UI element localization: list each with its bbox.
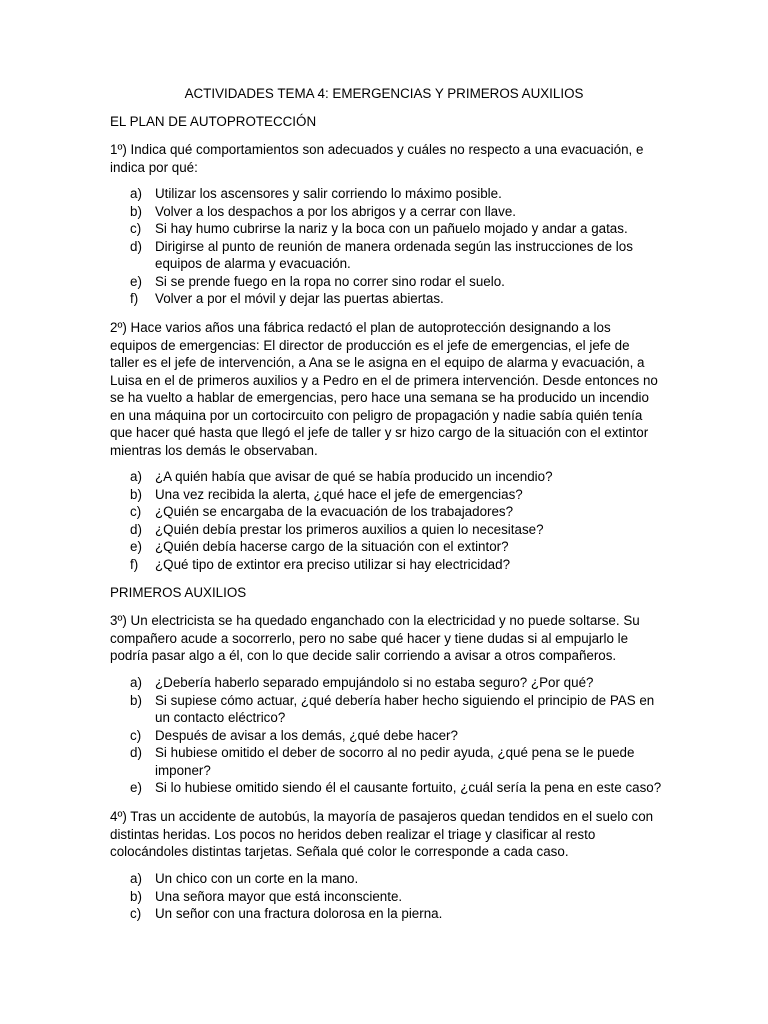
item-text: ¿Quién debía hacerse cargo de la situación con el extintor?: [155, 539, 509, 554]
section-heading-autoproteccion: EL PLAN DE AUTOPROTECCIÓN: [110, 114, 317, 129]
list-item: [130, 290, 670, 308]
item-marker: f): [130, 556, 139, 572]
item-marker: d): [130, 521, 142, 537]
item-marker: a): [130, 675, 142, 690]
item-text: ¿Quién se encargaba de la evacuación de los trabajadores?: [155, 504, 514, 519]
question-2-list: [130, 468, 670, 573]
item-text: Volver a por el móvil y dejar las puertas abiertas.: [155, 291, 444, 306]
item-marker: e): [130, 780, 142, 795]
item-text: Un chico con un corte en la mano.: [155, 871, 359, 886]
list-item: [130, 503, 670, 521]
question-4-list: [130, 870, 670, 923]
list-item: [130, 674, 670, 692]
item-marker: c): [130, 504, 142, 519]
question-3-list: [130, 674, 670, 797]
list-item: [130, 744, 670, 779]
item-text: Una vez recibida la alerta, ¿qué hace el jefe de emergencias?: [155, 486, 523, 502]
list-item: [130, 556, 670, 574]
list-item: [130, 203, 670, 221]
item-text: Un señor con una fractura dolorosa en la pierna.: [155, 906, 443, 921]
item-marker: f): [130, 291, 139, 306]
item-marker: c): [130, 727, 142, 743]
item-marker: b): [130, 692, 142, 708]
list-item: [130, 779, 670, 797]
item-text: Una señora mayor que está inconsciente.: [155, 888, 403, 904]
item-marker: a): [130, 871, 142, 886]
item-marker: e): [130, 273, 142, 289]
list-item: [130, 220, 670, 238]
item-text: Si supiese cómo actuar, ¿qué debería haber hecho siguiendo el principio de PAS en un contacto eléctrico?: [155, 692, 655, 725]
item-text: Si lo hubiese omitido siendo él el causante fortuito, ¿cuál sería la pena en este caso?: [155, 780, 662, 795]
item-text: Si hubiese omitido el deber de socorro al no pedir ayuda, ¿qué pena se le puede imponer?: [155, 745, 635, 778]
item-marker: c): [130, 906, 142, 921]
list-item: [130, 727, 670, 745]
item-text: Utilizar los ascensores y salir corriendo lo máximo posible.: [155, 186, 502, 201]
list-item: [130, 905, 670, 923]
item-marker: b): [130, 203, 142, 219]
item-text: ¿A quién había que avisar de qué se había producido un incendio?: [155, 469, 553, 484]
item-text: ¿Qué tipo de extintor era preciso utilizar si hay electricidad?: [155, 556, 511, 572]
list-item: [130, 468, 670, 486]
item-marker: d): [130, 745, 142, 760]
question-2-text: 2º) Hace varios años una fábrica redactó el plan de autoprotección designando a los equipos de emergencias: El director de producción es el jefe de emergencias, el jefe de taller es el jefe de intervención, a Ana se le asigna en el equipo de alarma y evacuación, a Luisa en el de primeros auxilios y a Pedro en el de primera intervención. Desde entonces no se ha vuelto a hablar de emergencias, pero hace una semana se ha producido un incendio en una máquina por un cortocircuito con peligro de propagación y nadie sabía quién tenía que hacer qué hasta que llegó el jefe de taller y sr hizo cargo de la situación con el extintor mientras los demás le observaban.: [110, 320, 658, 458]
question-1-text: 1º) Indica qué comportamientos son adecuados y cuáles no respecto a una evacuación, e indica por qué:: [110, 142, 644, 175]
document-title: ACTIVIDADES TEMA 4: EMERGENCIAS Y PRIMEROS AUXILIOS: [184, 86, 584, 101]
item-marker: a): [130, 469, 142, 484]
list-item: [130, 486, 670, 504]
list-item: [130, 692, 670, 727]
list-item: [130, 870, 670, 888]
item-text: Volver a los despachos a por los abrigos y a cerrar con llave.: [155, 203, 516, 219]
item-marker: a): [130, 186, 142, 201]
item-marker: b): [130, 486, 142, 502]
item-text: ¿Debería haberlo separado empujándolo si no estaba seguro? ¿Por qué?: [155, 675, 594, 690]
list-item: [130, 238, 670, 273]
section-heading-primeros-auxilios: PRIMEROS AUXILIOS: [110, 585, 247, 600]
list-item: [130, 888, 670, 906]
list-item: [130, 521, 670, 539]
item-text: Si hay humo cubrirse la nariz y la boca con un pañuelo mojado y andar a gatas.: [155, 221, 628, 236]
item-marker: d): [130, 238, 142, 254]
item-text: Después de avisar a los demás, ¿qué debe hacer?: [155, 727, 458, 743]
item-marker: b): [130, 888, 142, 904]
item-text: ¿Quién debía prestar los primeros auxilios a quien lo necesitase?: [155, 521, 544, 537]
item-text: Dirigirse al punto de reunión de manera ordenada según las instrucciones de los equipos de alarma y evacuación.: [155, 238, 633, 271]
question-3-text: 3º) Un electricista se ha quedado enganchado con la electricidad y no puede soltarse. Su compañero acude a socorrerlo, pero no sabe qué hacer y tiene dudas si al empujarlo le podría pasar algo a él, con lo que decide salir corriendo a avisar a otros compañeros.: [110, 613, 640, 663]
item-text: Si se prende fuego en la ropa no correr sino rodar el suelo.: [155, 273, 505, 289]
item-marker: e): [130, 539, 142, 554]
question-1-list: [130, 185, 670, 308]
question-4-text: 4º) Tras un accidente de autobús, la mayoría de pasajeros quedan tendidos en el suelo con distintas heridas. Los pocos no heridos deben realizar el triage y clasificar al resto colocándoles distintas tarjetas. Señala qué color le corresponde a cada caso.: [110, 809, 654, 859]
list-item: [130, 273, 670, 291]
list-item: [130, 538, 670, 556]
list-item: [130, 185, 670, 203]
item-marker: c): [130, 221, 142, 236]
